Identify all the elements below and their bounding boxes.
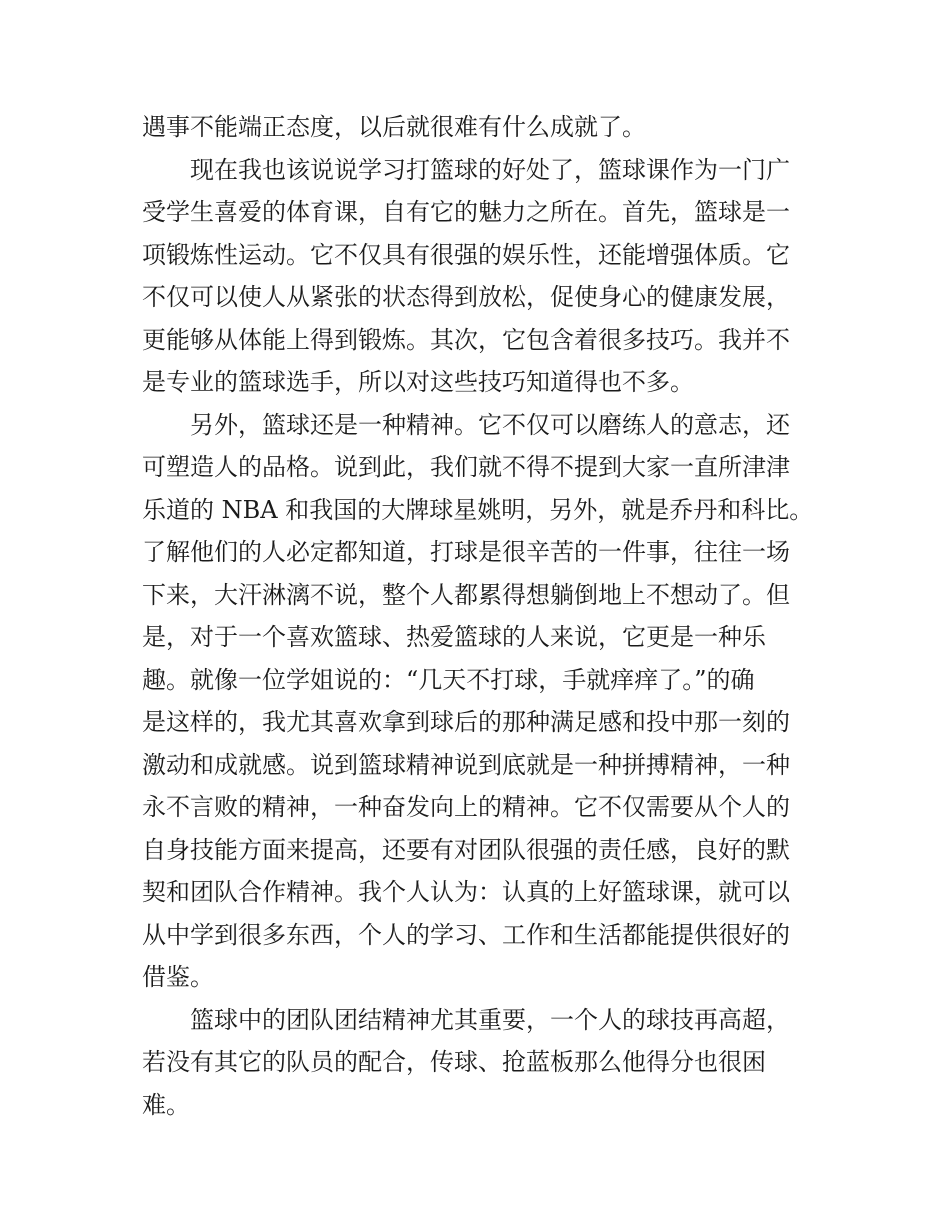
paragraph-4 — [142, 999, 822, 1127]
text-line: 下来，大汗淋漓不说，整个人都累得想躺倒地上不想动了。但 — [142, 580, 790, 609]
text-line: 可塑造人的品格。说到此，我们就不得不提到大家一直所津津 — [142, 453, 790, 481]
text-line: 现在我也该说说学习打篮球的好处了，篮球课作为一门广 — [190, 155, 790, 184]
text-line: 永不言败的精神，一种奋发向上的精神。它不仅需要从个人的 — [142, 793, 790, 821]
text-line: 篮球中的团队团结精神尤其重要，一个人的球技再高超， — [190, 1005, 790, 1034]
text-line: 更能够从体能上得到锻炼。其次，它包含着很多技巧。我并不 — [142, 325, 790, 354]
text-line: 借鉴。 — [142, 963, 214, 991]
text-line: 难。 — [142, 1090, 190, 1119]
text-line: 从中学到很多东西，个人的学习、工作和生活都能提供很好的 — [142, 920, 790, 949]
text-line: 激动和成就感。说到篮球精神说到底就是一种拼搏精神，一种 — [142, 750, 790, 779]
paragraph-3 — [142, 404, 822, 999]
text-line: 若没有其它的队员的配合，传球、抢蓝板那么他得分也很困 — [142, 1048, 766, 1076]
text-line: 了解他们的人必定都知道，打球是很辛苦的一件事，往往一场 — [142, 538, 790, 566]
text-line: 另外，篮球还是一种精神。它不仅可以磨练人的意志，还 — [190, 410, 790, 439]
paragraph-2 — [142, 149, 822, 404]
text-line: 是专业的篮球选手，所以对这些技巧知道得也不多。 — [142, 368, 694, 396]
text-line: 遇事不能端正态度，以后就很难有什么成就了。 — [142, 113, 646, 141]
text-line: 趣。就像一位学姐说的：“几天不打球，手就痒痒了。”的确 — [142, 665, 755, 694]
text-line: 自身技能方面来提高，还要有对团队很强的责任感，良好的默 — [142, 835, 790, 864]
text-line: 契和团队合作精神。我个人认为：认真的上好篮球课，就可以 — [142, 878, 790, 906]
text-line: 不仅可以使人从紧张的状态得到放松，促使身心的健康发展， — [142, 283, 790, 311]
text-line: 是，对于一个喜欢篮球、热爱篮球的人来说，它更是一种乐 — [142, 623, 766, 651]
text-line: 受学生喜爱的体育课，自有它的魅力之所在。首先，篮球是一 — [142, 198, 790, 226]
text-line: 乐道的 NBA 和我国的大牌球星姚明，另外，就是乔丹和科比。 — [142, 495, 814, 524]
document-page — [142, 106, 822, 1126]
text-line: 项锻炼性运动。它不仅具有很强的娱乐性，还能增强体质。它 — [142, 240, 790, 269]
text-line: 是这样的，我尤其喜欢拿到球后的那种满足感和投中那一刻的 — [142, 708, 790, 736]
paragraph-1 — [142, 106, 822, 149]
